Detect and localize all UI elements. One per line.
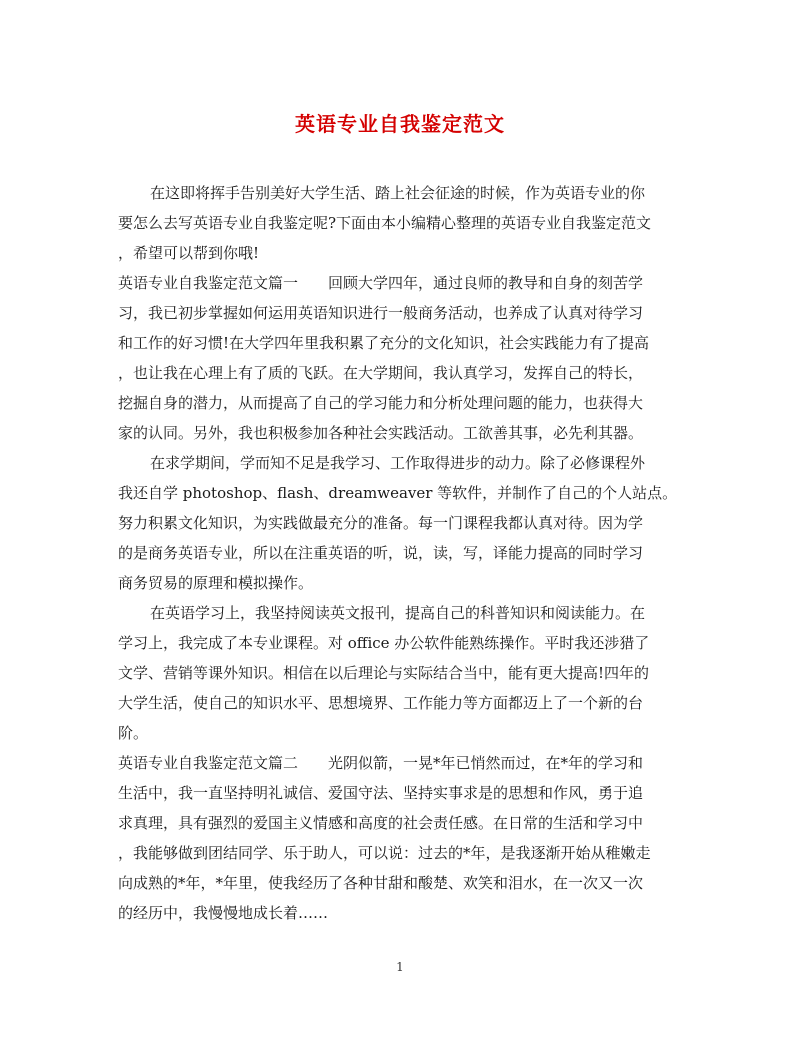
body-line: 商务贸易的原理和模拟操作。 [118, 574, 314, 592]
section-heading-line: 英语专业自我鉴定范文篇一 回顾大学四年，通过良师的教导和自身的刻苦学 [118, 274, 644, 292]
body-line: ，希望可以帮到你哦! [118, 244, 260, 262]
page-number: 1 [396, 960, 404, 974]
body-line: 在求学期间，学而知不足是我学习、工作取得进步的动力。除了必修课程外 [150, 454, 646, 472]
body-line: 文学、营销等课外知识。相信在以后理论与实际结合当中，能有更大提高!四年的 [118, 664, 650, 682]
body-line: ，也让我在心理上有了质的飞跃。在大学期间，我认真学习，发挥自己的特长， [118, 364, 644, 382]
body-line: 在这即将挥手告别美好大学生活、踏上社会征途的时候，作为英语专业的你 [150, 184, 646, 202]
body-line: 和工作的好习惯!在大学四年里我积累了充分的文化知识，社会实践能力有了提高 [118, 334, 650, 352]
document-body [118, 178, 680, 928]
body-line: 阶。 [118, 724, 149, 742]
body-line: 的经历中，我慢慢地成长着…… [118, 904, 329, 922]
document-title: 英语专业自我鉴定范文 [295, 112, 505, 136]
body-line: 要怎么去写英语专业自我鉴定呢?下面由本小编精心整理的英语专业自我鉴定范文 [118, 214, 652, 232]
body-line: 习，我已初步掌握如何运用英语知识进行一般商务活动，也养成了认真对待学习 [118, 304, 644, 322]
body-line: 生活中，我一直坚持明礼诚信、爱国守法、坚持实事求是的思想和作风，勇于追 [118, 784, 644, 802]
body-line: 大学生活，使自己的知识水平、思想境界、工作能力等方面都迈上了一个新的台 [118, 694, 644, 712]
section-heading-line: 英语专业自我鉴定范文篇二 光阴似箭，一晃*年已悄然而过，在*年的学习和 [118, 754, 644, 772]
body-line: 学习上，我完成了本专业课程。对 office 办公软件能熟练操作。平时我还涉猎了 [118, 634, 650, 652]
body-line: 家的认同。另外，我也积极参加各种社会实践活动。工欲善其事，必先利其器。 [118, 424, 644, 442]
body-line: 求真理，具有强烈的爱国主义情感和高度的社会责任感。在日常的生活和学习中 [118, 814, 644, 832]
body-line: 的是商务英语专业，所以在注重英语的听，说，读，写，译能力提高的同时学习 [118, 544, 644, 562]
body-line: 我还自学 photoshop、flash、dreamweaver 等软件，并制作了自己的个人站点。 [118, 484, 678, 502]
body-line: 努力积累文化知识，为实践做最充分的准备。每一门课程我都认真对待。因为学 [118, 514, 644, 532]
body-line: 向成熟的*年，*年里，使我经历了各种甘甜和酸楚、欢笑和泪水，在一次又一次 [118, 874, 644, 892]
body-line: ，我能够做到团结同学、乐于助人，可以说：过去的*年，是我逐渐开始从稚嫩走 [118, 844, 651, 862]
body-line: 在英语学习上，我坚持阅读英文报刊，提高自己的科普知识和阅读能力。在 [150, 604, 646, 622]
body-line: 挖掘自身的潜力，从而提高了自己的学习能力和分析处理问题的能力，也获得大 [118, 394, 644, 412]
